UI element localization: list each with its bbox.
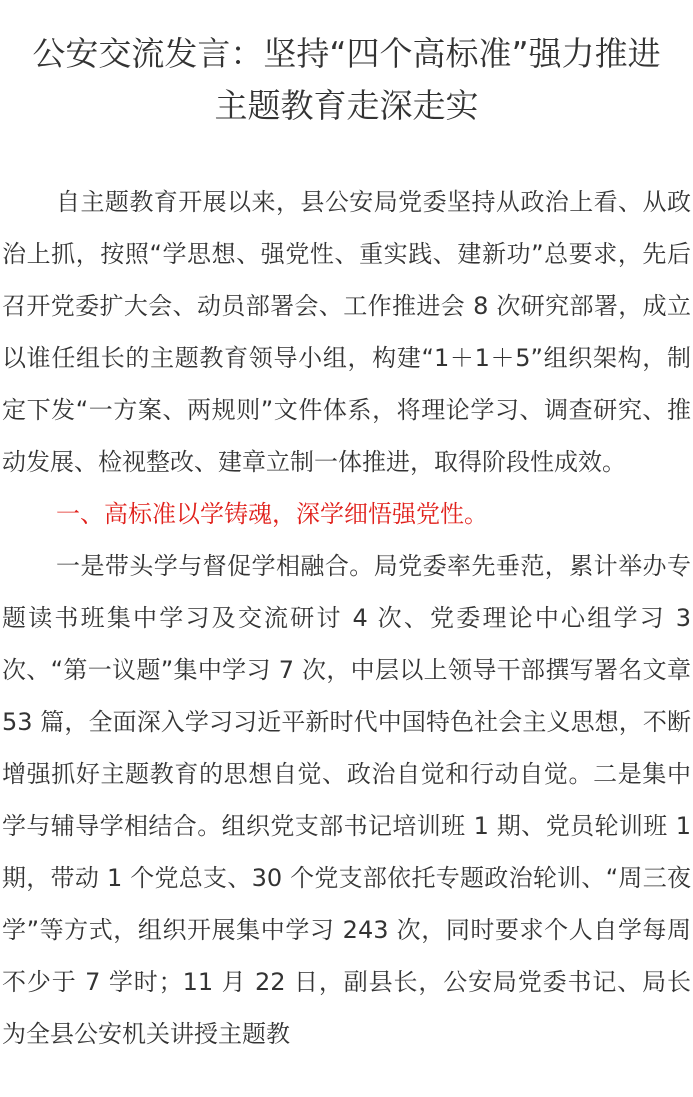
article-title: [0, 0, 693, 132]
section-1-paragraph: 一是带头学与督促学相融合。局党委率先垂范，累计举办专题读书班集中学习及交流研讨 4 次、党委理论中心组学习 3 次、“第一议题”集中学习 7 次，中层以上领导干部撰写署名文章 53 篇，全面深入学习习近平新时代中国特色社会主义思想，不断增强抓好主题教育的思想自觉、政治自觉和行动自觉。二是集中学与辅导学相结合。组织党支部书记培训班 1 期、党员轮训班 1 期，带动 1 个党总支、30 个党支部依托专题政治轮训、“周三夜学”等方式，组织开展集中学习 243 次，同时要求个人自学每周不少于 7 学时；11 月 22 日，副县长，公安局党委书记、局长为全县公安机关讲授主题教: [2, 552, 691, 1048]
article-title-line-2: 主题教育走深走实: [214, 86, 479, 125]
article-body: [0, 176, 693, 1060]
article-title-line-1: 公安交流发言：坚持“四个高标准”强力推进: [32, 34, 661, 73]
intro-paragraph: 自主题教育开展以来，县公安局党委坚持从政治上看、从政治上抓，按照“学思想、强党性、重实践、建新功”总要求，先后召开党委扩大会、动员部署会、工作推进会 8 次研究部署，成立以谁任组长的主题教育领导小组，构建“1＋1＋5”组织架构，制定下发“一方案、两规则”文件体系，将理论学习、调查研究、推动发展、检视整改、建章立制一体推进，取得阶段性成效。: [2, 188, 691, 476]
section-heading-1: 一、高标准以学铸魂，深学细悟强党性。: [56, 500, 488, 528]
